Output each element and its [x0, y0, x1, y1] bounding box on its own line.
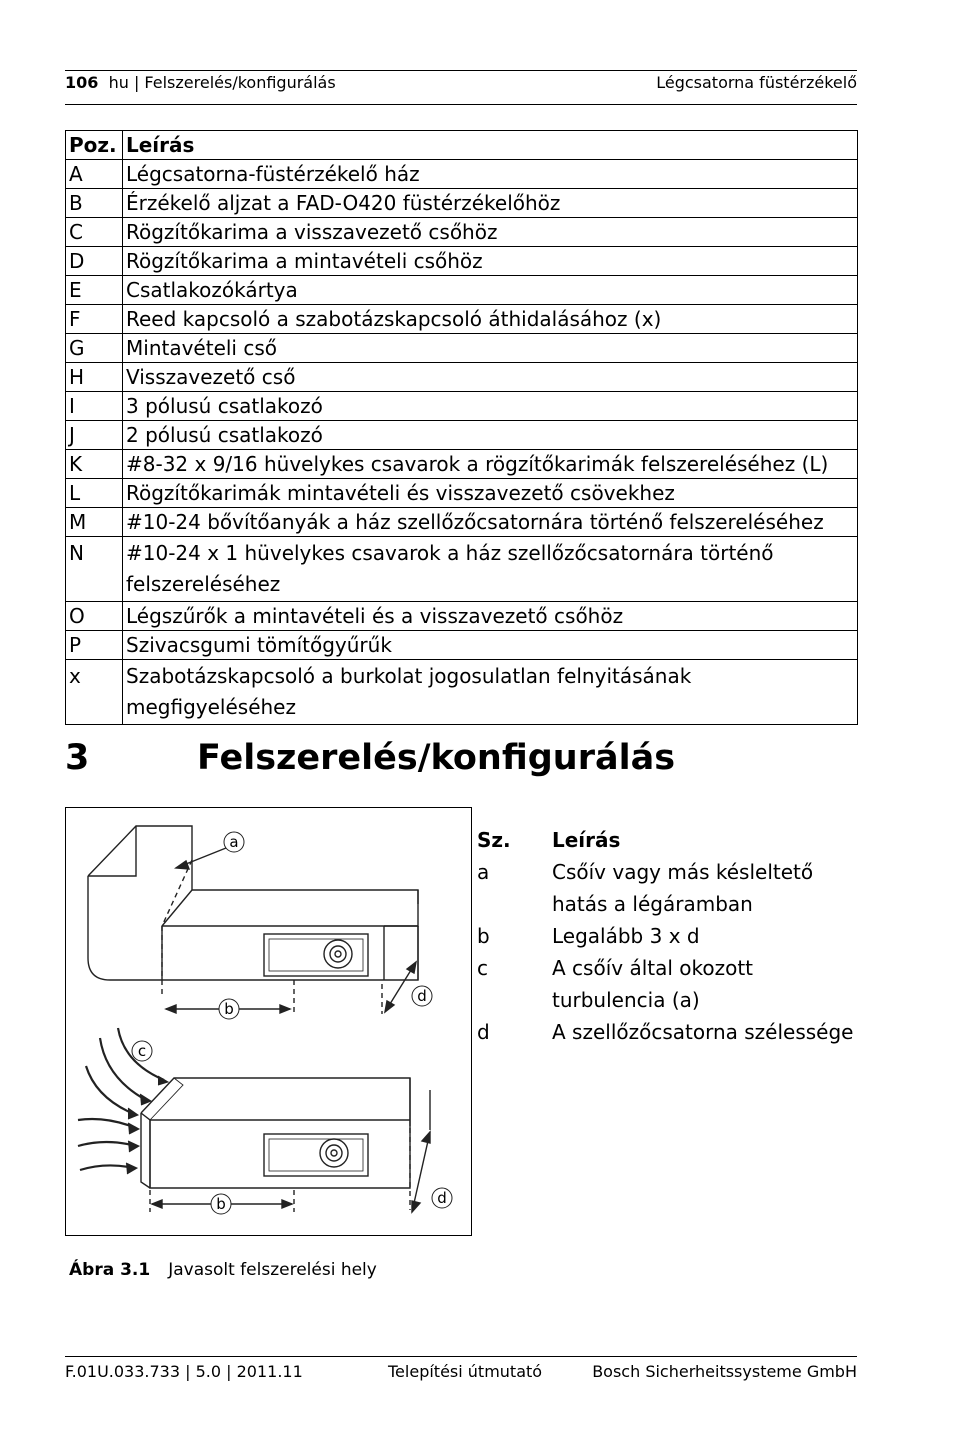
label-b-top: b: [224, 1000, 234, 1018]
legend-row: [477, 1016, 857, 1048]
table-row: [66, 276, 858, 305]
section-number: 3: [65, 738, 90, 778]
legend-key: d: [477, 1020, 490, 1044]
table-row: [66, 247, 858, 276]
cell-description: Érzékelő aljzat a FAD-O420 füstérzékelőhöz: [123, 189, 858, 218]
table-row: [66, 305, 858, 334]
cell-description: Rögzítőkarima a visszavezető csőhöz: [123, 218, 858, 247]
table-row: [66, 450, 858, 479]
label-d-bottom: d: [437, 1189, 447, 1207]
figure-legend: [477, 824, 857, 1048]
cell-description: Szivacsgumi tömítőgyűrűk: [123, 631, 858, 660]
cell-pos: I: [66, 392, 123, 421]
legend-row: [477, 920, 857, 952]
header-section-path: hu | Felszerelés/konfigurálás: [108, 73, 336, 92]
page-number: 106: [65, 73, 99, 92]
legend-row: [477, 952, 857, 1016]
table-row: [66, 334, 858, 363]
legend-value: Csőív vagy más késleltető hatás a légáramban: [552, 860, 814, 916]
footer-doc-type: Telepítési útmutató: [388, 1362, 543, 1381]
figure-caption: [69, 1260, 377, 1280]
legend-value: A csőív által okozott turbulencia (a): [552, 956, 754, 1012]
cell-pos: D: [66, 247, 123, 276]
table-row: [66, 363, 858, 392]
table-row: [66, 508, 858, 537]
legend-row: [477, 856, 857, 920]
header-left: [65, 73, 336, 92]
table-row: [66, 660, 858, 725]
legend-key: b: [477, 924, 490, 948]
header-doc-title: Légcsatorna füstérzékelő: [656, 73, 857, 92]
cell-description: #10-24 bővítőanyák a ház szellőzőcsatornára történő felszereléséhez: [123, 508, 858, 537]
installation-figure: [65, 807, 472, 1236]
page-footer: [65, 1356, 857, 1387]
cell-pos: P: [66, 631, 123, 660]
cell-pos: G: [66, 334, 123, 363]
caption-text: Javasolt felszerelési hely: [168, 1260, 377, 1280]
legend-key: a: [477, 860, 490, 884]
cell-description: Szabotázskapcsoló a burkolat jogosulatlan felnyitásának megfigyeléséhez: [123, 660, 858, 725]
cell-description: Visszavezető cső: [123, 363, 858, 392]
caption-label: Ábra 3.1: [69, 1260, 151, 1280]
parts-table-body: [66, 160, 858, 725]
cell-pos: C: [66, 218, 123, 247]
detector-housing-top: [264, 934, 368, 976]
cell-pos: H: [66, 363, 123, 392]
cell-description: Reed kapcsoló a szabotázskapcsoló áthidalásához (x): [123, 305, 858, 334]
cell-pos: O: [66, 602, 123, 631]
table-row: [66, 189, 858, 218]
dimension-b-bottom: [150, 1090, 430, 1212]
table-row: [66, 537, 858, 602]
cell-pos: L: [66, 479, 123, 508]
legend-rows: [477, 856, 857, 1048]
cell-pos: K: [66, 450, 123, 479]
cell-description: Csatlakozókártya: [123, 276, 858, 305]
footer-doc-id: F.01U.033.733 | 5.0 | 2011.11: [65, 1362, 303, 1381]
cell-pos: E: [66, 276, 123, 305]
cell-pos: A: [66, 160, 123, 189]
cell-pos: N: [66, 537, 123, 602]
straight-duct: [141, 1078, 410, 1188]
legend-header-value: Leírás: [552, 828, 621, 852]
table-row: [66, 479, 858, 508]
table-row: [66, 160, 858, 189]
table-row: [66, 421, 858, 450]
cell-description: 3 pólusú csatlakozó: [123, 392, 858, 421]
parts-table: [65, 130, 858, 725]
legend-key: c: [477, 956, 488, 980]
turbulence-arrows-c: [78, 1028, 168, 1174]
label-a: a: [229, 833, 239, 851]
cell-pos: J: [66, 421, 123, 450]
cell-description: #10-24 x 1 hüvelykes csavarok a ház szellőzőcsatornára történő felszereléséhez: [123, 537, 858, 602]
legend-value: Legalább 3 x d: [552, 924, 700, 948]
section-title: Felszerelés/konfigurálás: [197, 738, 676, 778]
label-d-top: d: [417, 987, 427, 1005]
arrow-a: [176, 848, 226, 869]
cell-pos: F: [66, 305, 123, 334]
cell-description: Mintavételi cső: [123, 334, 858, 363]
legend-header: [477, 824, 857, 856]
legend-header-key: Sz.: [477, 828, 511, 852]
cell-description: Rögzítőkarimák mintavételi és visszavezető csövekhez: [123, 479, 858, 508]
cell-description: Légcsatorna-füstérzékelő ház: [123, 160, 858, 189]
column-header-pos: Poz.: [66, 131, 123, 160]
detector-housing-bottom: [264, 1134, 368, 1176]
table-header-row: [66, 131, 858, 160]
figure-labels: [132, 832, 452, 1214]
table-row: [66, 218, 858, 247]
legend-value: A szellőzőcsatorna szélessége: [552, 1020, 854, 1044]
column-header-description: Leírás: [123, 131, 858, 160]
table-row: [66, 602, 858, 631]
cell-pos: x: [66, 660, 123, 725]
label-c: c: [137, 1042, 147, 1060]
cell-description: Légszűrők a mintavételi és a visszavezető csőhöz: [123, 602, 858, 631]
table-row: [66, 392, 858, 421]
dimension-b-top: [166, 962, 416, 1016]
installation-diagram: [66, 808, 471, 1235]
cell-description: #8-32 x 9/16 hüvelykes csavarok a rögzítőkarimák felszereléséhez (L): [123, 450, 858, 479]
label-b-bottom: b: [216, 1195, 226, 1213]
cell-description: Rögzítőkarima a mintavételi csőhöz: [123, 247, 858, 276]
table-row: [66, 631, 858, 660]
page-header: [65, 70, 857, 105]
cell-pos: M: [66, 508, 123, 537]
cell-pos: B: [66, 189, 123, 218]
footer-company: Bosch Sicherheitssysteme GmbH: [592, 1362, 857, 1381]
cell-description: 2 pólusú csatlakozó: [123, 421, 858, 450]
